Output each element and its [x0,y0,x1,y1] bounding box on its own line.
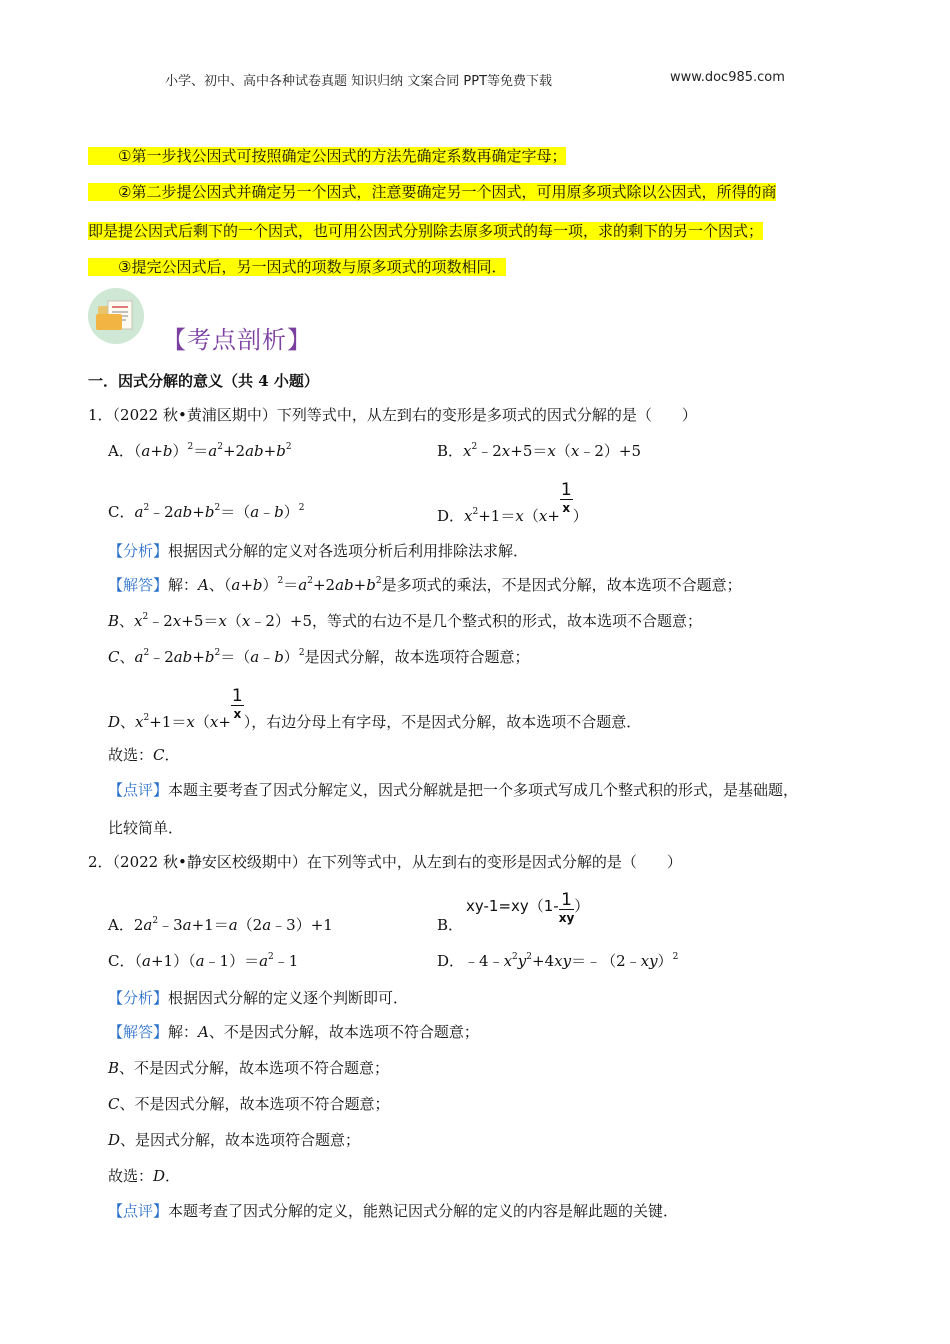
fraction-denominator: x [562,501,571,515]
q2-answer-a: 【解答】解：A、不是因式分解，故本选项不符合题意； [108,1023,479,1041]
q2-option-b-formula: xy-1=xy（1- $\frac{1}{xy}$ ） [466,890,590,925]
q1-stem: 1．（2022 秋•黄浦区期中）下列等式中，从左到右的变形是多项式的因式分解的是（ ） [88,406,697,424]
q1-comment: 【点评】本题主要考查了因式分解定义，因式分解就是把一个多项式写成几个整式积的形式，是基础题， [108,781,799,799]
section-title: 【考点剖析】 [162,326,312,354]
q2-option-c: C．$(a+1)(a﹣1)=a^2﹣1$ [108,952,299,970]
q2-answer-d: D、是因式分解，故本选项符合题意； [108,1131,361,1149]
q2-option-a: A．$2a^2﹣3a+1=a(2a﹣3)+1$ [108,916,333,934]
q1-option-a: A．$(a+b)^2=a^2+2ab+b^2$ [108,442,292,460]
q1-answer-d: D、$x^2+1=x(x+$ $\frac{1}{x}$ ），右边分母上有字母，不是因式分解，故本选项不合题意． [108,686,642,731]
q1-option-b: B．$x^2﹣2x+5=x(x﹣2)+5$ [437,442,641,460]
note-line-4: ③提完公因式后，另一因式的项数与原多项式的项数相同． [88,256,506,277]
note-line-2: ②第二步提公因式并确定另一个因式，注意要确定另一个因式，可用原多项式除以公因式，所得的商 [88,181,776,202]
q1-analysis: 【分析】根据因式分解的定义对各选项分析后利用排除法求解． [108,542,529,560]
folder-document-icon [88,288,144,344]
q2-option-d: D．$﹣4﹣x^2y^2+4xy=﹣(2﹣xy)^2$ [437,952,679,970]
q2-stem: 2．（2022 秋•静安区校级期中）在下列等式中，从左到右的变形是因式分解的是（ ） [88,853,682,871]
fraction-numerator: 1 [560,480,572,500]
q1-answer-c: C、$a^2﹣2ab+b^2=(a﹣b)^2$是因式分解，故本选项符合题意； [108,648,530,666]
q2-answer-c: C、不是因式分解，故本选项不符合题意； [108,1095,390,1113]
q2-option-b-label: B． [437,916,464,934]
q1-option-d: D．$x^2+1=x(x+$ $\frac{1}{x}$ ） [437,480,588,525]
note-line-3: 即是提公因式后剩下的一个因式，也可用公因式分别除去原多项式的每一项，求的剩下的另一个因式； [88,222,764,240]
header-tagline: 小学、初中、高中各种试卷真题 知识归纳 文案合同 PPT等免费下载 [165,74,553,89]
q1-option-c: C．$a^2﹣2ab+b^2=(a﹣b)^2$ [108,503,305,521]
header-site[interactable]: www.doc985.com [670,70,785,85]
q2-answer-b: B、不是因式分解，故本选项不符合题意； [108,1059,390,1077]
q2-choice: 故选：D． [108,1167,181,1185]
q1-answer-a: 【解答】解：A、$(a+b)^2=a^2+2ab+b^2$是多项式的乘法，不是因式分解，故本选项不合题意； [108,576,742,594]
q1-choice: 故选：C． [108,746,180,764]
q2-analysis: 【分析】根据因式分解的定义逐个判断即可． [108,989,409,1007]
part-heading: 一．因式分解的意义（共 4 小题） [88,372,319,390]
q2-comment: 【点评】本题考查了因式分解的定义，能熟记因式分解的定义的内容是解此题的关键． [108,1202,679,1220]
q1-answer-b: B、$x^2﹣2x+5=x(x﹣2)+5$，等式的右边不是几个整式积的形式，故本选项不合题意； [108,612,703,630]
q1-comment-line-2: 比较简单． [108,819,184,837]
note-line-1: ①第一步找公因式可按照确定公因式的方法先确定系数再确定字母； [88,145,566,166]
